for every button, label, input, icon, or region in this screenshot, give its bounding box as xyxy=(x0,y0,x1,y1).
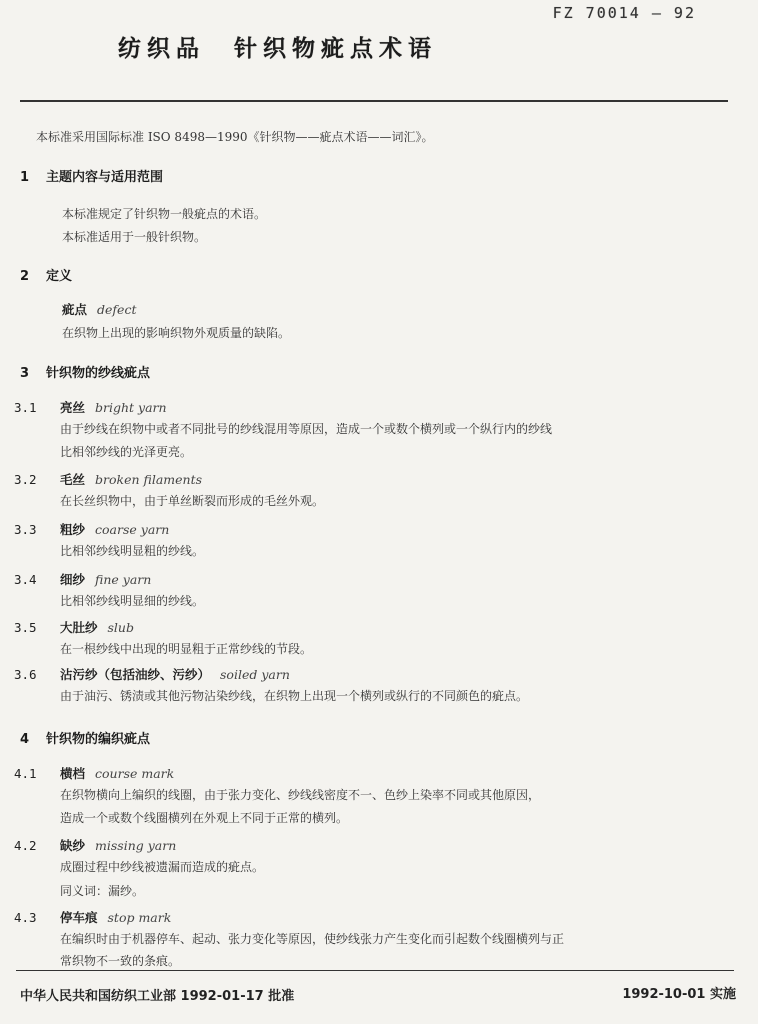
term-english: coarse yarn xyxy=(95,522,170,537)
section-1-line-2: 本标准适用于一般针织物。 xyxy=(62,230,207,244)
term-chinese: 停车痕 xyxy=(60,910,98,925)
section-number: 2 xyxy=(20,269,30,284)
term-chinese: 沾污纱（包括油纱、污纱） xyxy=(60,667,211,682)
term-english: bright yarn xyxy=(95,400,167,415)
term-4-2-desc-2: 同义词：漏纱。 xyxy=(60,884,145,898)
term-3-3 xyxy=(14,520,169,538)
term-3-6 xyxy=(14,665,290,683)
term-english: soiled yarn xyxy=(220,667,290,682)
term-english: fine yarn xyxy=(95,572,152,587)
term-english: defect xyxy=(97,302,137,317)
term-3-5-desc-1: 在一根纱线中出现的明显粗于正常纱线的节段。 xyxy=(60,642,313,656)
document-title: 纺织品 针织物疵点术语 xyxy=(118,36,437,62)
section-1-heading xyxy=(20,166,163,185)
term-chinese: 大肚纱 xyxy=(60,620,98,635)
section-title: 针织物的纱线疵点 xyxy=(46,366,151,381)
term-number: 3.5 xyxy=(14,620,37,635)
term-number: 4.1 xyxy=(14,766,37,781)
term-4-3-desc-1: 在编织时由于机器停车、起动、张力变化等原因，使纱线张力产生变化而引起数个线圈横列与正 xyxy=(60,932,565,946)
section-3-heading xyxy=(20,362,150,381)
section-4-heading xyxy=(20,728,150,747)
section-number: 3 xyxy=(20,366,30,381)
term-english: broken filaments xyxy=(95,472,203,487)
term-chinese: 毛丝 xyxy=(60,472,86,487)
term-chinese: 粗纱 xyxy=(60,522,86,537)
term-english: stop mark xyxy=(107,910,172,925)
term-chinese: 横档 xyxy=(60,766,86,781)
term-3-3-desc-1: 比相邻纱线明显粗的纱线。 xyxy=(60,544,205,558)
term-3-1 xyxy=(14,398,167,416)
section-title: 主题内容与适用范围 xyxy=(46,170,164,185)
approval-info: 中华人民共和国纺织工业部 1992-01-17 批准 xyxy=(20,989,295,1004)
section-number: 1 xyxy=(20,170,30,185)
section-title: 定义 xyxy=(46,269,73,284)
term-3-6-desc-1: 由于油污、锈渍或其他污物沾染纱线，在织物上出现一个横列或纵行的不同颜色的疵点。 xyxy=(60,689,529,703)
standard-code: FZ 70014 — 92 xyxy=(552,4,696,22)
term-chinese: 亮丝 xyxy=(60,400,86,415)
term-3-2 xyxy=(14,470,202,488)
section-title: 针织物的编织疵点 xyxy=(46,732,151,747)
term-4-1-desc-1: 在织物横向上编织的线圈，由于张力变化、纱线线密度不一、色纱上染率不同或其他原因， xyxy=(60,788,541,802)
term-chinese: 细纱 xyxy=(60,572,86,587)
title-rule xyxy=(20,100,728,102)
term-4-3-desc-2: 常织物不一致的条痕。 xyxy=(60,954,181,968)
section-number: 4 xyxy=(20,732,30,747)
term-number: 3.6 xyxy=(14,667,37,682)
term-3-2-desc-1: 在长丝织物中，由于单丝断裂而形成的毛丝外观。 xyxy=(60,494,325,508)
term-chinese: 疵点 xyxy=(62,302,88,317)
term-3-1-desc-1: 由于纱线在织物中或者不同批号的纱线混用等原因，造成一个或数个横列或一个纵行内的纱线 xyxy=(60,422,553,436)
term-chinese: 缺纱 xyxy=(60,838,86,853)
implementation-date: 1992-10-01 实施 xyxy=(622,987,736,1002)
term-3-5 xyxy=(14,618,134,636)
section-1-line-1: 本标准规定了针织物一般疵点的术语。 xyxy=(62,207,267,221)
definition-term xyxy=(62,300,136,318)
term-number: 3.4 xyxy=(14,572,37,587)
term-english: missing yarn xyxy=(95,838,177,853)
term-number: 4.2 xyxy=(14,838,37,853)
term-number: 3.2 xyxy=(14,472,37,487)
term-number: 3.3 xyxy=(14,522,37,537)
term-number: 4.3 xyxy=(14,910,37,925)
section-2-heading xyxy=(20,265,72,284)
term-number: 3.1 xyxy=(14,400,37,415)
term-3-1-desc-2: 比相邻纱线的光泽更亮。 xyxy=(60,445,193,459)
term-4-2-desc-1: 成圈过程中纱线被遗漏而造成的疵点。 xyxy=(60,860,265,874)
term-4-1 xyxy=(14,764,174,782)
term-3-4 xyxy=(14,570,151,588)
term-4-1-desc-2: 造成一个或数个线圈横列在外观上不同于正常的横列。 xyxy=(60,811,349,825)
intro-paragraph: 本标准采用国际标准 ISO 8498—1990《针织物——疵点术语——词汇》。 xyxy=(36,130,434,144)
definition-text: 在织物上出现的影响织物外观质量的缺陷。 xyxy=(62,326,291,340)
term-english: slub xyxy=(107,620,134,635)
term-4-2 xyxy=(14,836,176,854)
footer-rule xyxy=(16,970,734,971)
term-4-3 xyxy=(14,908,171,926)
term-3-4-desc-1: 比相邻纱线明显细的纱线。 xyxy=(60,594,205,608)
term-english: course mark xyxy=(95,766,175,781)
